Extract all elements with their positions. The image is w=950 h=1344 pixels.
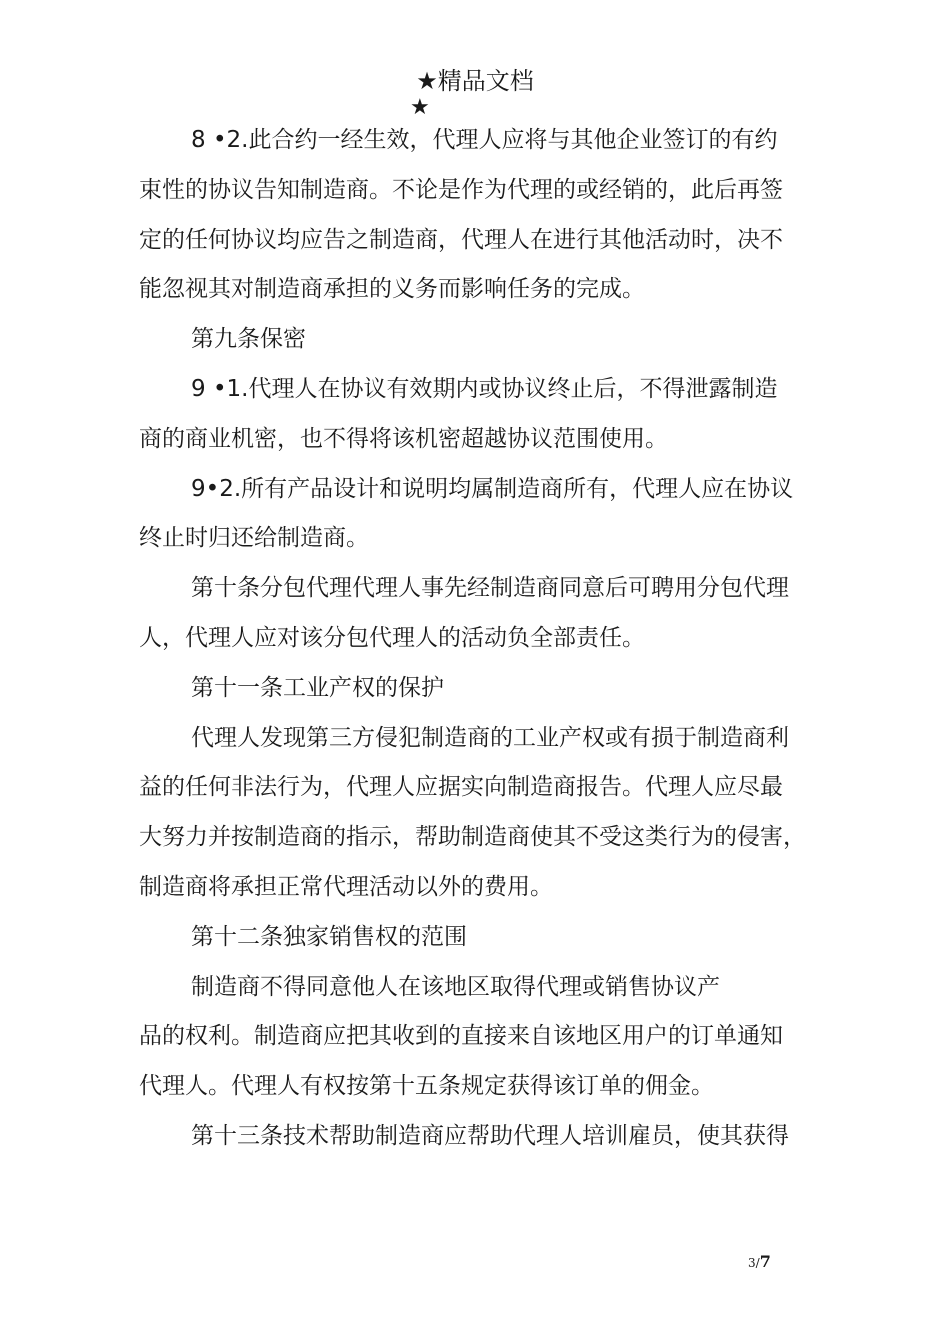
text-line: 9•2.所有产品设计和说明均属制造商所有，代理人应在协议 [191,475,794,502]
text-line: 制造商不得同意他人在该地区取得代理或销售协议产 [191,973,720,1000]
document-body [139,116,839,1162]
page-number [748,1252,771,1271]
text-line: 9 •1.代理人在协议有效期内或协议终止后，不得泄露制造 [191,375,778,402]
text-line: 第十一条工业产权的保护 [191,674,444,701]
text-line: 束性的协议告知制造商。不论是作为代理的或经销的，此后再签 [139,176,783,203]
text-line: 代理人发现第三方侵犯制造商的工业产权或有损于制造商利 [191,724,789,751]
text-line: 第十二条独家销售权的范围 [191,923,467,950]
text-line: 品的权利。制造商应把其收到的直接来自该地区用户的订单通知 [139,1023,783,1050]
text-line: 第十三条技术帮助制造商应帮助代理人培训雇员，使其获得 [191,1122,789,1149]
text-line: 终止时归还给制造商。 [139,525,369,552]
text-line: 8 •2.此合约一经生效，代理人应将与其他企业签订的有约 [191,127,778,153]
page-number-current: 3/ [748,1256,760,1270]
text-line: 人，代理人应对该分包代理人的活动负全部责任。 [139,624,645,651]
text-line: 代理人。代理人有权按第十五条规定获得该订单的佣金。 [139,1073,714,1100]
text-line: 定的任何协议均应告之制造商，代理人在进行其他活动时，决不 [139,226,783,253]
page-number-total: 7 [759,1252,771,1271]
text-line: 益的任何非法行为，代理人应据实向制造商报告。代理人应尽最 [139,774,783,801]
text-line: 能忽视其对制造商承担的义务而影响任务的完成。 [139,276,645,303]
document-header: ★精品文档 [416,67,534,95]
text-line: 第十条分包代理代理人事先经制造商同意后可聘用分包代理 [191,575,789,602]
text-line: 大努力并按制造商的指示，帮助制造商使其不受这类行为的侵害， [139,824,806,851]
text-line: 商的商业机密，也不得将该机密超越协议范围使用。 [139,425,668,452]
text-line: 制造商将承担正常代理活动以外的费用。 [139,873,553,900]
header-star: ★ [410,95,430,120]
text-line: 第九条保密 [191,326,306,353]
